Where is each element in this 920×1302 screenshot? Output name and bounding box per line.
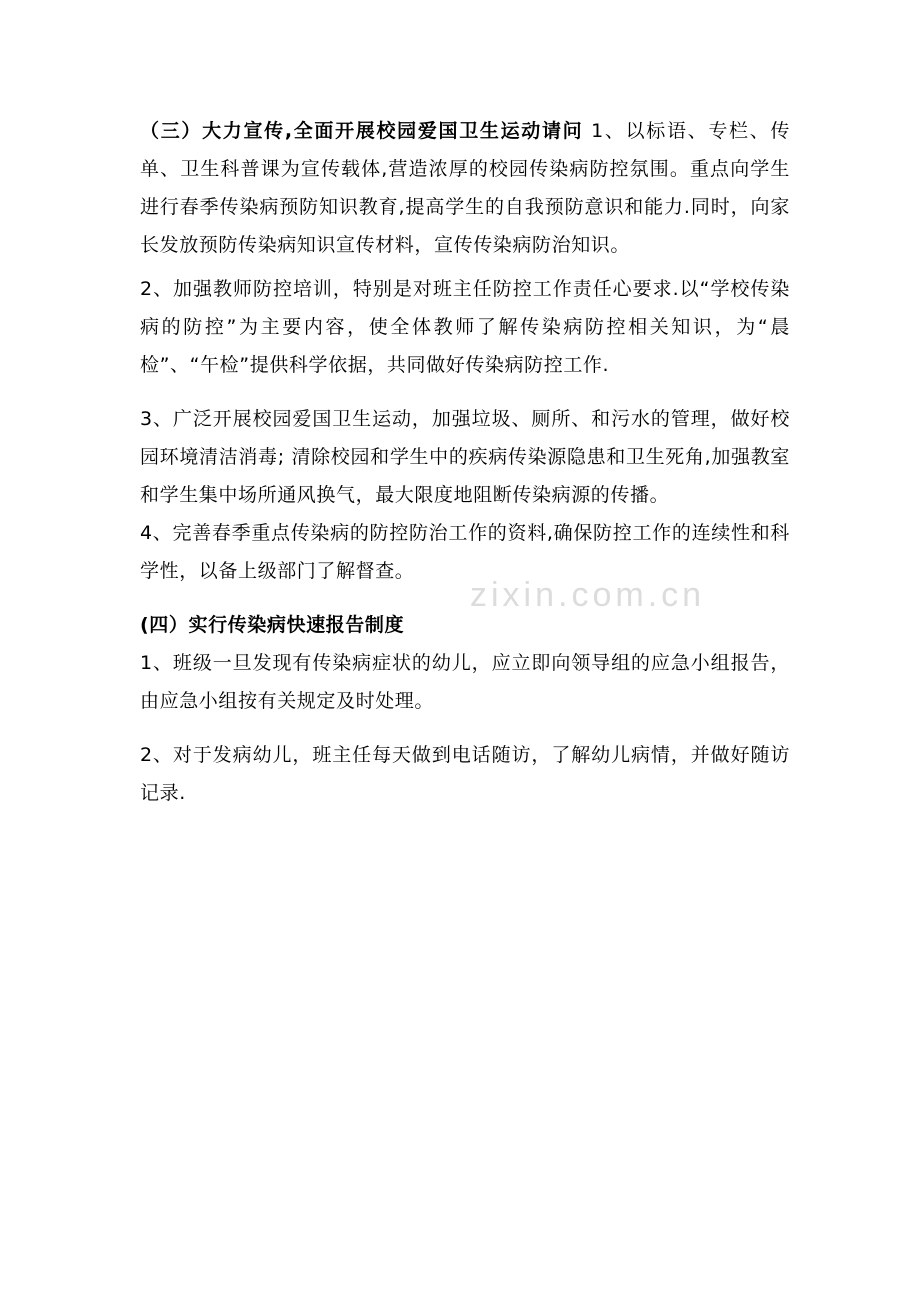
section4-item-2: 2、对于发病幼儿，班主任每天做到电话随访，了解幼儿病情，并做好随访记录. — [140, 744, 790, 804]
section4-item-1: 1、班级一旦发现有传染病症状的幼儿，应立即向领导组的应急小组报告，由应急小组按有关规定及时处理。 — [140, 652, 790, 712]
watermark: zixin.com.cn — [470, 576, 706, 614]
section3-paragraph-1 — [140, 112, 790, 264]
section3-heading: （三）大力宣传,全面开展校园爱国卫生运动请问 — [140, 120, 584, 142]
document-body — [140, 112, 790, 812]
section3-item-2: 2、加强教师防控培训，特别是对班主任防控工作责任心要求.以“学校传染病的防控”为主要内容，使全体教师了解传染病防控相关知识，为“晨检”、“午检”提供科学依据，共同做好传染病防控工作. — [140, 278, 790, 376]
section3-item-4: 4、完善春季重点传染病的防控防治工作的资料,确保防控工作的连续性和科学性，以备上级部门了解督查。 — [140, 522, 790, 582]
section3-item-3: 3、广泛开展校园爱国卫生运动，加强垃圾、厕所、和污水的管理，做好校园环境清洁消毒; 清除校园和学生中的疾病传染源隐患和卫生死角,加强教室和学生集中场所通风换气，最大限度地阻断传染病源的传播。 — [140, 408, 790, 506]
section3-item-1: 1、以标语、专栏、传单、卫生科普课为宣传载体,营造浓厚的校园传染病防控氛围。重点向学生进行春季传染病预防知识教育,提高学生的自我预防意识和能力.同时，向家长发放预防传染病知识宣传材料，宣传传染病防治知识。 — [140, 120, 790, 256]
section4-heading: (四）实行传染病快速报告制度 — [140, 614, 405, 636]
